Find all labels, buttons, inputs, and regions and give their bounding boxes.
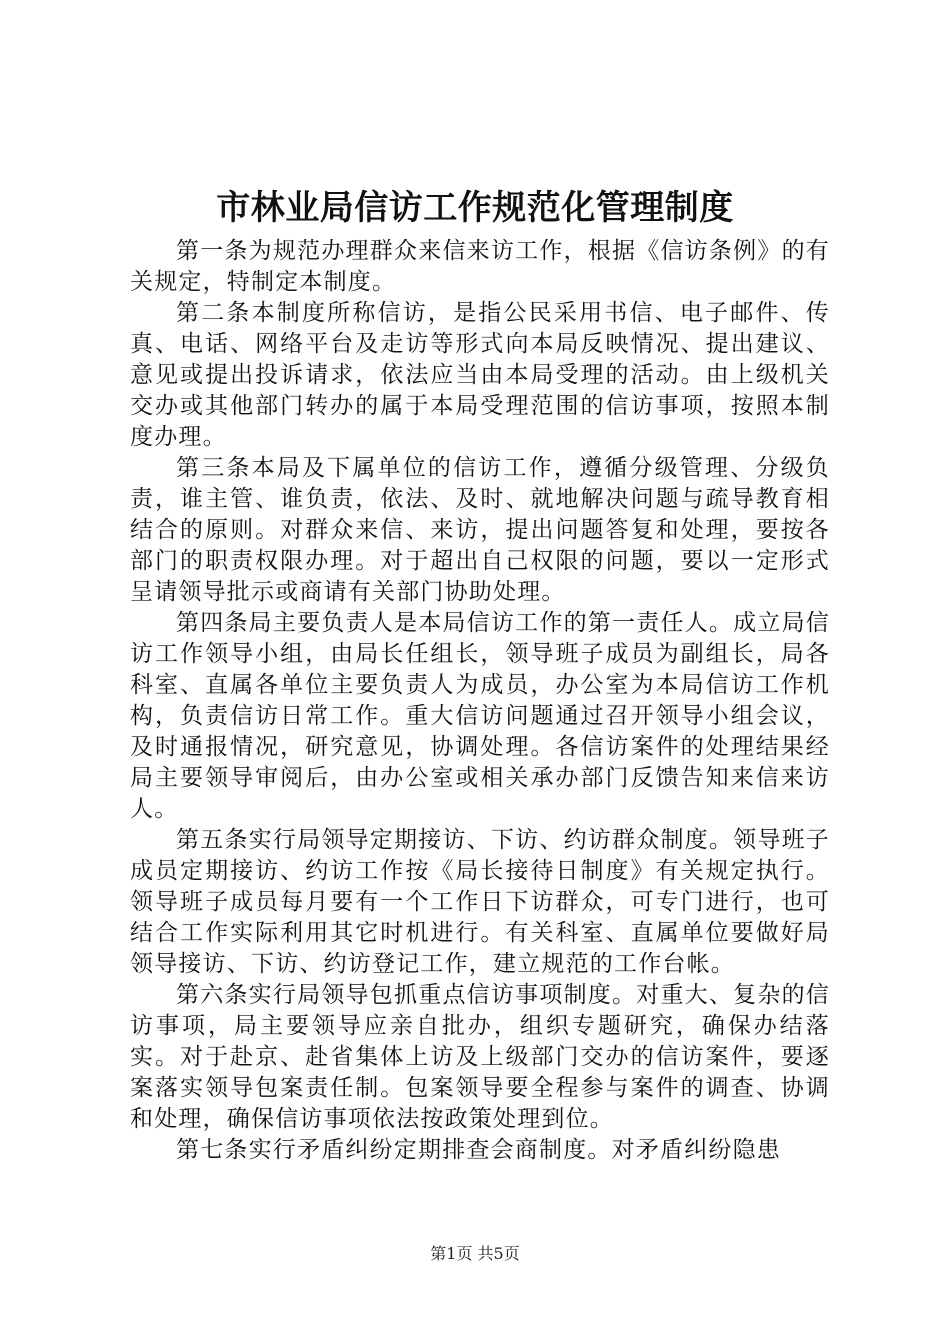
document-title: 市林业局信访工作规范化管理制度 xyxy=(216,188,734,228)
document-body xyxy=(130,236,830,1166)
page-number-footer: 第1页 共5页 xyxy=(430,1244,520,1263)
article-6-paragraph: 第六条实行局领导包抓重点信访事项制度。对重大、复杂的信访事项，局主要领导应亲自批办，组织专题研究，确保办结落实。对于赴京、赴省集体上访及上级部门交办的信访案件，要逐案落实领导包案责任制。包案领导要全程参与案件的调查、协调和处理，确保信访事项依法按政策处理到位。 xyxy=(130,982,830,1132)
article-4-paragraph: 第四条局主要负责人是本局信访工作的第一责任人。成立局信访工作领导小组，由局长任组长，领导班子成员为副组长，局各科室、直属各单位主要负责人为成员，办公室为本局信访工作机构，负责信访日常工作。重大信访问题通过召开领导小组会议，及时通报情况，研究意见，协调处理。各信访案件的处理结果经局主要领导审阅后，由办公室或相关承办部门反馈告知来信来访人。 xyxy=(130,610,830,822)
article-3-paragraph: 第三条本局及下属单位的信访工作，遵循分级管理、分级负责，谁主管、谁负责，依法、及时、就地解决问题与疏导教育相结合的原则。对群众来信、来访，提出问题答复和处理，要按各部门的职责权限办理。对于超出自己权限的问题，要以一定形式呈请领导批示或商请有关部门协助处理。 xyxy=(130,455,830,605)
article-1-paragraph: 第一条为规范办理群众来信来访工作，根据《信访条例》的有关规定，特制定本制度。 xyxy=(130,238,830,295)
article-2-paragraph: 第二条本制度所称信访，是指公民采用书信、电子邮件、传真、电话、网络平台及走访等形式向本局反映情况、提出建议、意见或提出投诉请求，依法应当由本局受理的活动。由上级机关交办或其他部门转办的属于本局受理范围的信访事项，按照本制度办理。 xyxy=(130,300,830,450)
article-5-paragraph: 第五条实行局领导定期接访、下访、约访群众制度。领导班子成员定期接访、约访工作按《局长接待日制度》有关规定执行。领导班子成员每月要有一个工作日下访群众，可专门进行，也可结合工作实际利用其它时机进行。有关科室、直属单位要做好局领导接访、下访、约访登记工作，建立规范的工作台帐。 xyxy=(130,827,830,977)
article-7-paragraph: 第七条实行矛盾纠纷定期排查会商制度。对矛盾纠纷隐患 xyxy=(176,1137,781,1163)
